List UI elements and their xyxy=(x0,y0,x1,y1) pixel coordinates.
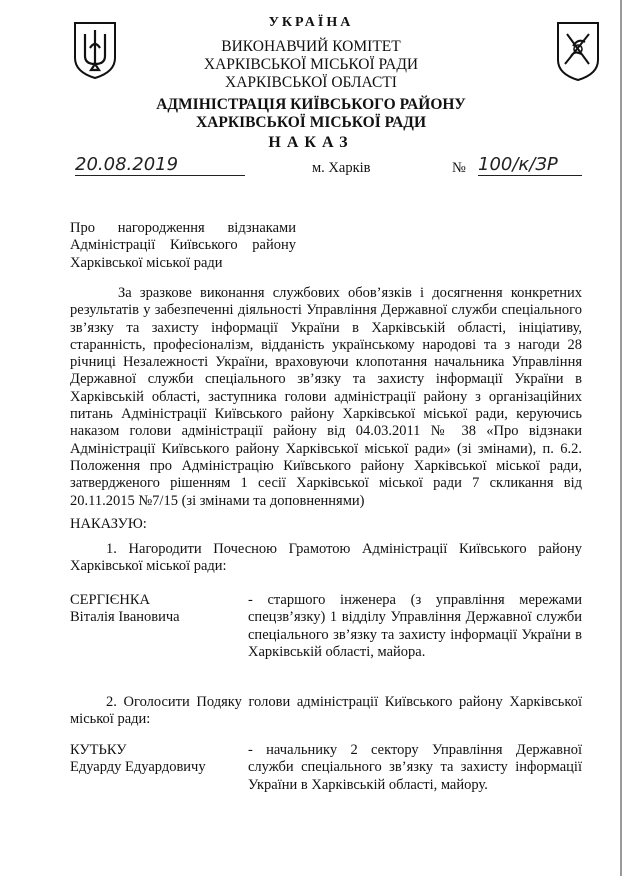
date-field xyxy=(75,154,245,176)
administration-line-2: ХАРКІВСЬКОЇ МІСЬКОЇ РАДИ xyxy=(195,114,427,131)
city: м. Харків xyxy=(312,160,371,176)
awardee-1-given: Віталія Івановича xyxy=(70,609,180,625)
awardee-1-surname: СЕРГІЄНКА xyxy=(70,592,150,608)
awardee-2-name xyxy=(70,742,206,776)
number-sign: № xyxy=(452,160,466,176)
administration-line-1: АДМІНІСТРАЦІЯ КИЇВСЬКОГО РАЙОНУ xyxy=(156,96,466,113)
committee-line-2: ХАРКІВСЬКОЇ МІСЬКОЇ РАДИ xyxy=(203,56,419,73)
subject-text: Про нагородження відзнаками Адміністрації Київського району Харківської міської ради xyxy=(70,220,296,271)
committee-line-1: ВИКОНАВЧИЙ КОМІТЕТ xyxy=(221,38,401,55)
item-1-text: 1. Нагородити Почесною Грамотою Адміністрації Київського району Харківської міської ради: xyxy=(70,541,582,575)
subject-block xyxy=(70,220,296,272)
number-value: 100/к/ЗР xyxy=(478,154,558,175)
awardee-2-surname: КУТЬКУ xyxy=(70,742,127,758)
awardee-1-name xyxy=(70,592,180,626)
item-2-text: 2. Оголосити Подяку голови адміністрації Київського району Харківської міської ради: xyxy=(70,694,582,728)
preamble-paragraph: За зразкове виконання службових обов’язків і досягнення конкретних результатів у забезпеченні діяльності Управління Державної служби спеціального зв’язку та захисту інформації України в Харківській області, ініціативу, старанність, професіоналізм, відданість українському народові та з нагоди 28 річниці Незалежності України, враховуючи клопотання начальника Управління Державної служби спеціального зв’язку та захисту інформації України в Харківській області, заступника голови адміністрації району з організаційних питань Адміністрації Київського району Харківської міської ради, керуючись наказом голови адміністрації району від 04.03.2011 № 38 «Про відзнаки Адміністрації Київського району Харківської міської ради» (зі змінами), п. 6.2. Положення про Адміністрацію Київського району Харківської міської ради, затвердженого рішенням 1 сесії Харківської міської ради 7 скликання від 20.11.2015 №7/15 (зі змінами та доповненнями) xyxy=(70,285,582,509)
number-field xyxy=(478,154,582,176)
committee-line-3: ХАРКІВСЬКОЇ ОБЛАСТІ xyxy=(225,74,397,91)
date-value: 20.08.2019 xyxy=(75,154,179,175)
document-type: НАКАЗ xyxy=(268,134,354,151)
awardee-2-given: Едуарду Едуардовичу xyxy=(70,759,206,775)
order-word: НАКАЗУЮ: xyxy=(70,516,147,532)
awardee-1-description: - старшого інженера (з управління мережами спецзв’язку) 1 відділу Управління Державної служби спеціального зв’язку та захисту інформації України в Харківській області, майора. xyxy=(248,592,582,660)
awardee-2-description: - начальнику 2 сектору Управління Державної служби спеціального зв’язку та захисту інформації України в Харківській області, майору. xyxy=(248,742,582,793)
country-title: УКРАЇНА xyxy=(268,15,354,30)
